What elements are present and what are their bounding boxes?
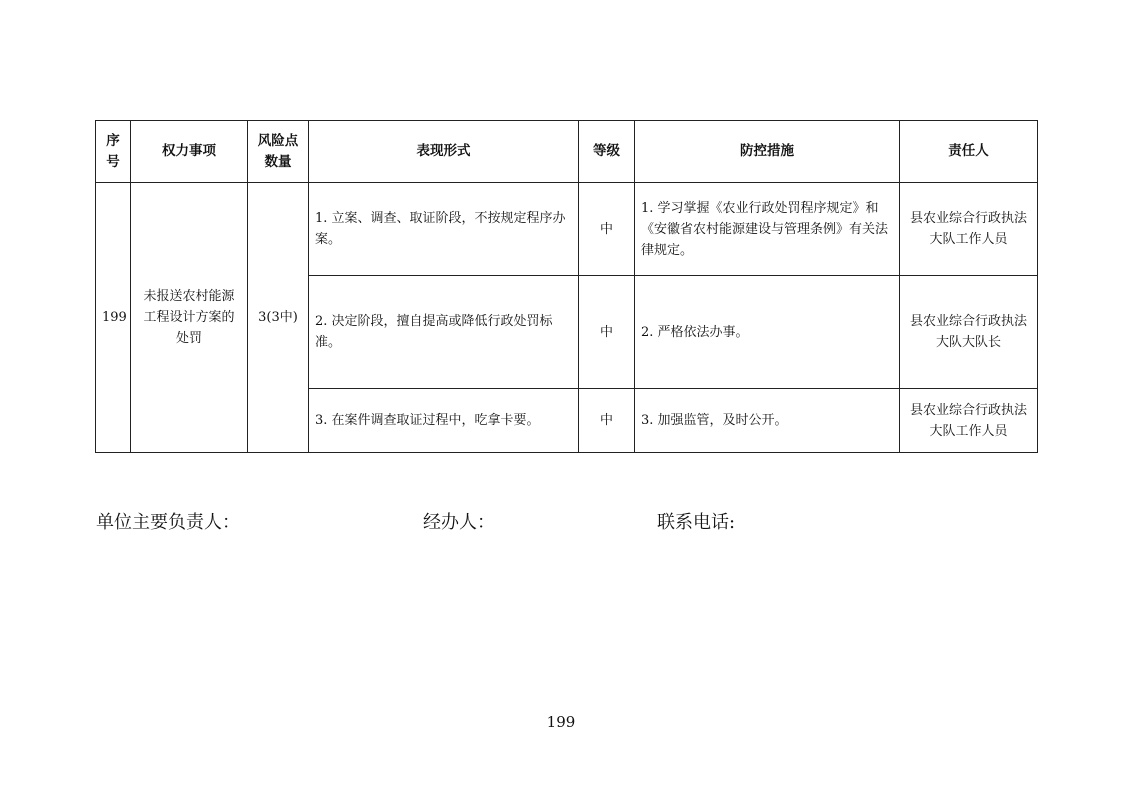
header-measures: 防控措施 (635, 121, 900, 183)
table-row (96, 183, 1038, 276)
cell-responsible: 县农业综合行政执法大队工作人员 (900, 183, 1038, 276)
header-power-item: 权力事项 (131, 121, 248, 183)
cell-manifestation: 2. 决定阶段，擅自提高或降低行政处罚标准。 (309, 276, 579, 389)
cell-responsible: 县农业综合行政执法大队工作人员 (900, 389, 1038, 453)
cell-responsible: 县农业综合行政执法大队大队长 (900, 276, 1038, 389)
cell-level: 中 (579, 183, 635, 276)
cell-manifestation: 3. 在案件调查取证过程中，吃拿卡要。 (309, 389, 579, 453)
cell-seq: 199 (96, 183, 131, 453)
cell-measure: 1. 学习掌握《农业行政处罚程序规定》和《安徽省农村能源建设与管理条例》有关法律规定。 (635, 183, 900, 276)
cell-level: 中 (579, 389, 635, 453)
cell-level: 中 (579, 276, 635, 389)
header-responsible: 责任人 (900, 121, 1038, 183)
header-seq: 序 号 (96, 121, 131, 183)
table-header-row (96, 121, 1038, 183)
cell-power-item: 未报送农村能源工程设计方案的处罚 (131, 183, 248, 453)
header-manifestation: 表现形式 (309, 121, 579, 183)
handler-label: 经办人： (423, 512, 495, 533)
cell-risk-count: 3(3中) (248, 183, 309, 453)
header-level: 等级 (579, 121, 635, 183)
risk-control-table (95, 120, 1038, 453)
cell-measure: 3. 加强监管，及时公开。 (635, 389, 900, 453)
header-risk-count: 风险点 数量 (248, 121, 309, 183)
phone-label: 联系电话: (657, 512, 736, 533)
page-number: 199 (546, 713, 576, 731)
cell-measure: 2. 严格依法办事。 (635, 276, 900, 389)
cell-manifestation: 1. 立案、调查、取证阶段，不按规定程序办案。 (309, 183, 579, 276)
unit-head-label: 单位主要负责人： (96, 512, 240, 533)
